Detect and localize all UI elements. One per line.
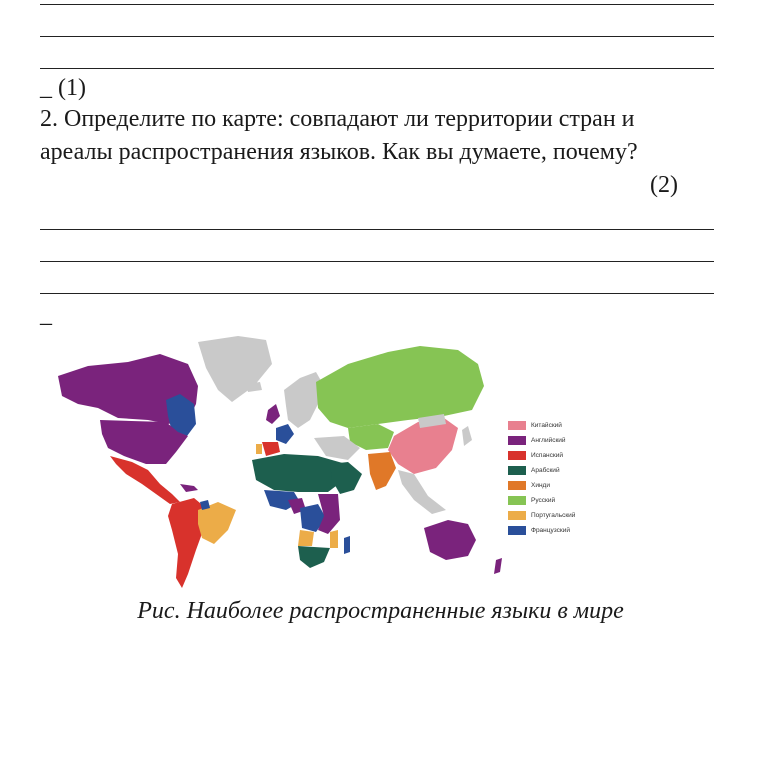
legend-label: Английский: [531, 437, 566, 444]
legend-item: [508, 478, 575, 493]
legend-item: [508, 418, 575, 433]
legend-item: [508, 493, 575, 508]
question-2-points: (2): [650, 172, 678, 198]
southeast-asia: [398, 470, 446, 514]
answer-line: [40, 4, 714, 5]
legend-label: Французский: [531, 527, 570, 534]
spain-spanish: [262, 442, 280, 456]
legend-label: Русский: [531, 497, 556, 504]
question-2-line-2: ареалы распространения языков. Как вы думаете, почему?: [40, 139, 638, 165]
madagascar: [344, 536, 350, 554]
legend-swatch: [508, 481, 526, 490]
arabia-arabic: [330, 462, 362, 494]
legend-item: [508, 508, 575, 523]
legend-item: [508, 463, 575, 478]
greenland: [198, 336, 272, 402]
france-french: [276, 424, 294, 444]
legend-item: [508, 448, 575, 463]
legend-swatch: [508, 451, 526, 460]
legend-label: Хинди: [531, 482, 550, 489]
legend-swatch: [508, 511, 526, 520]
legend-label: Испанский: [531, 452, 564, 459]
legend-item: [508, 523, 575, 538]
question-1-points: _ (1): [40, 75, 86, 101]
figure-caption: Рис. Наиболее распространенные языки в мире: [137, 598, 624, 624]
answer-line: [40, 229, 714, 230]
answer-line: [40, 68, 714, 69]
legend-item: [508, 433, 575, 448]
africa-portuguese: [298, 530, 314, 546]
legend-swatch: [508, 436, 526, 445]
russia-russian: [316, 346, 484, 428]
legend-swatch: [508, 466, 526, 475]
new-zealand-english: [494, 558, 502, 574]
australia-english: [424, 520, 476, 560]
legend-swatch: [508, 496, 526, 505]
legend-label: Арабский: [531, 467, 560, 474]
answer-tail: _: [40, 302, 52, 328]
mozambique-portuguese: [330, 530, 338, 548]
legend-label: Китайский: [531, 422, 562, 429]
legend-label: Португальский: [531, 512, 576, 519]
map-legend: [508, 418, 575, 538]
japan: [462, 426, 472, 446]
india-hindi: [368, 452, 396, 490]
legend-swatch: [508, 421, 526, 430]
answer-line: [40, 36, 714, 37]
uk-english: [266, 404, 280, 424]
portugal: [256, 444, 262, 454]
legend-swatch: [508, 526, 526, 535]
answer-line: [40, 261, 714, 262]
answer-line: [40, 293, 714, 294]
southern-africa: [298, 546, 330, 568]
caribbean: [180, 484, 198, 492]
question-2-line-1: 2. Определите по карте: совпадают ли территории стран и: [40, 106, 635, 132]
